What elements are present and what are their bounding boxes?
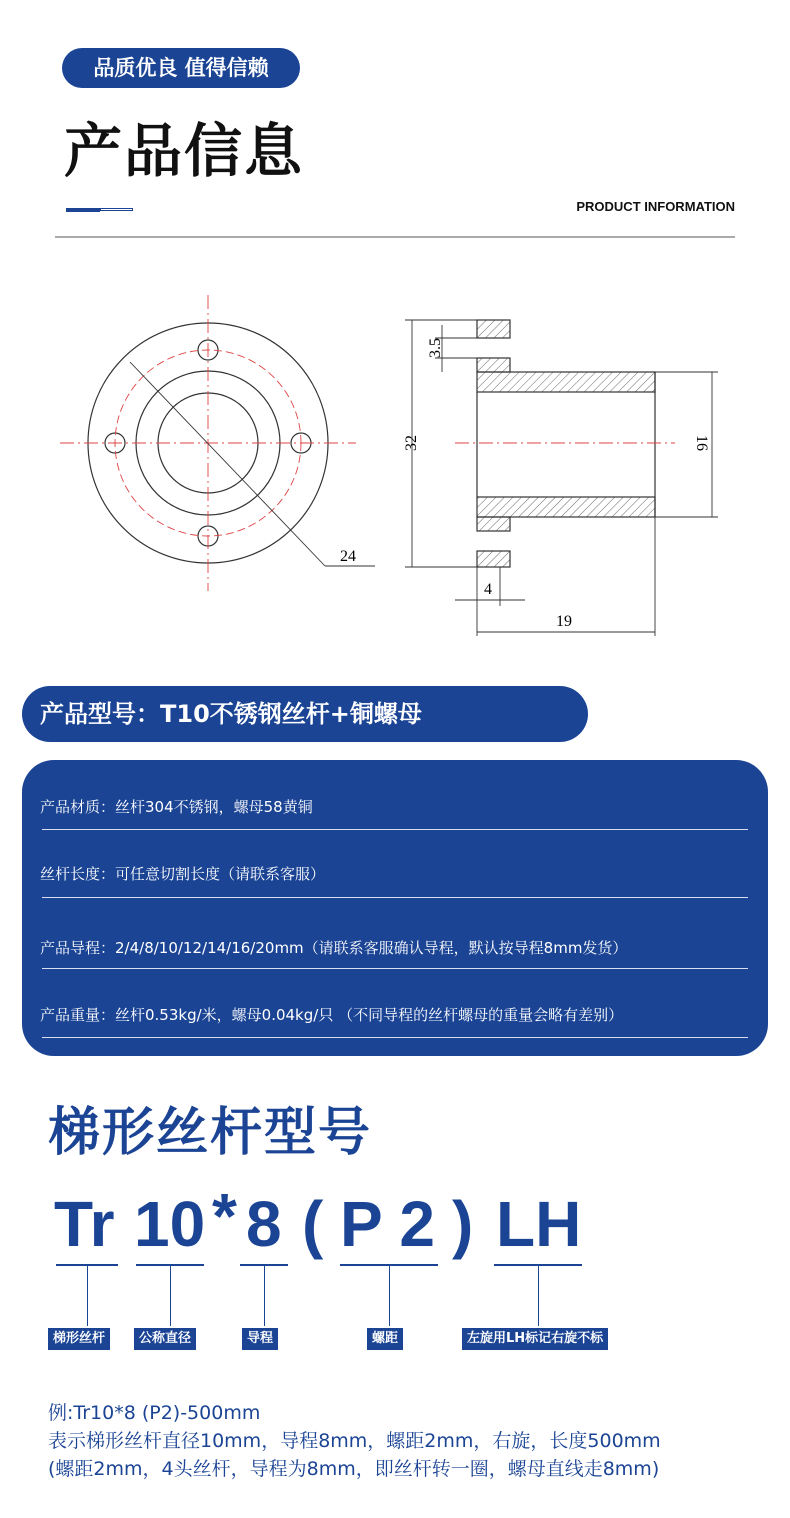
dim-flange-width: 4 xyxy=(484,581,492,598)
label-trapezoid: 梯形丝杆 xyxy=(48,1328,110,1350)
spec-divider xyxy=(42,897,748,898)
technical-drawing xyxy=(0,285,790,645)
code-rparen: ) xyxy=(452,1188,474,1260)
code-lh: LH xyxy=(496,1188,582,1260)
example-code: 例:Tr10*8 (P2)-500mm xyxy=(48,1402,261,1424)
example-desc: 表示梯形丝杆直径10mm，导程8mm，螺距2mm，右旋，长度500mm xyxy=(48,1430,661,1452)
leader-line xyxy=(87,1266,88,1326)
title-accent-outline xyxy=(100,208,133,211)
dimension-lines xyxy=(405,320,718,636)
code-lparen: ( xyxy=(302,1188,324,1260)
spec-divider xyxy=(42,968,748,969)
label-pitch: 螺距 xyxy=(367,1328,403,1350)
code-tr: Tr xyxy=(54,1188,115,1260)
front-view xyxy=(60,295,375,591)
dim-height: 32 xyxy=(403,435,420,451)
label-lead: 导程 xyxy=(242,1328,278,1350)
label-diameter: 公称直径 xyxy=(134,1328,196,1350)
example-note: (螺距2mm，4头丝杆，导程为8mm，即丝杆转一圈，螺母直线走8mm) xyxy=(48,1458,660,1480)
spec-divider xyxy=(42,829,748,830)
divider xyxy=(55,236,735,238)
designation-title: 梯形丝杆型号 xyxy=(48,1103,373,1163)
section-view xyxy=(455,320,675,567)
dim-length: 19 xyxy=(556,613,572,630)
spec-material: 产品材质：丝杆304不锈钢，螺母58黄铜 xyxy=(40,798,313,816)
spec-length: 丝杆长度：可任意切割长度（请联系客服） xyxy=(40,865,326,883)
leader-line xyxy=(170,1266,171,1326)
dim-bolt-dia: 24 xyxy=(340,548,356,565)
page-title: 产品信息 xyxy=(64,117,305,185)
title-accent-bar xyxy=(66,208,100,212)
code-pitch: P 2 xyxy=(340,1188,435,1260)
leader-line xyxy=(389,1266,390,1326)
spec-lead: 产品导程：2/4/8/10/12/14/16/20mm（请联系客服确认导程，默认按导程8mm发货） xyxy=(40,939,628,957)
spec-divider xyxy=(42,1037,748,1038)
label-left-hand: 左旋用LH标记右旋不标 xyxy=(462,1328,608,1350)
dim-bore: 16 xyxy=(693,435,710,451)
code-lead: 8 xyxy=(246,1188,282,1260)
spec-weight: 产品重量：丝杆0.53kg/米，螺母0.04kg/只 （不同导程的丝杆螺母的重量会略有差别） xyxy=(40,1006,624,1024)
leader-line xyxy=(264,1266,265,1326)
quality-badge: 品质优良 值得信赖 xyxy=(62,48,300,88)
leader-line xyxy=(538,1266,539,1326)
page-subtitle: PRODUCT INFORMATION xyxy=(576,199,735,214)
code-star: * xyxy=(212,1180,237,1252)
product-model-banner: 产品型号：T10不锈钢丝杆+铜螺母 xyxy=(22,686,588,742)
code-dia: 10 xyxy=(134,1188,206,1260)
dim-flange-thickness: 3.5 xyxy=(427,338,444,358)
spec-panel xyxy=(22,760,768,1056)
